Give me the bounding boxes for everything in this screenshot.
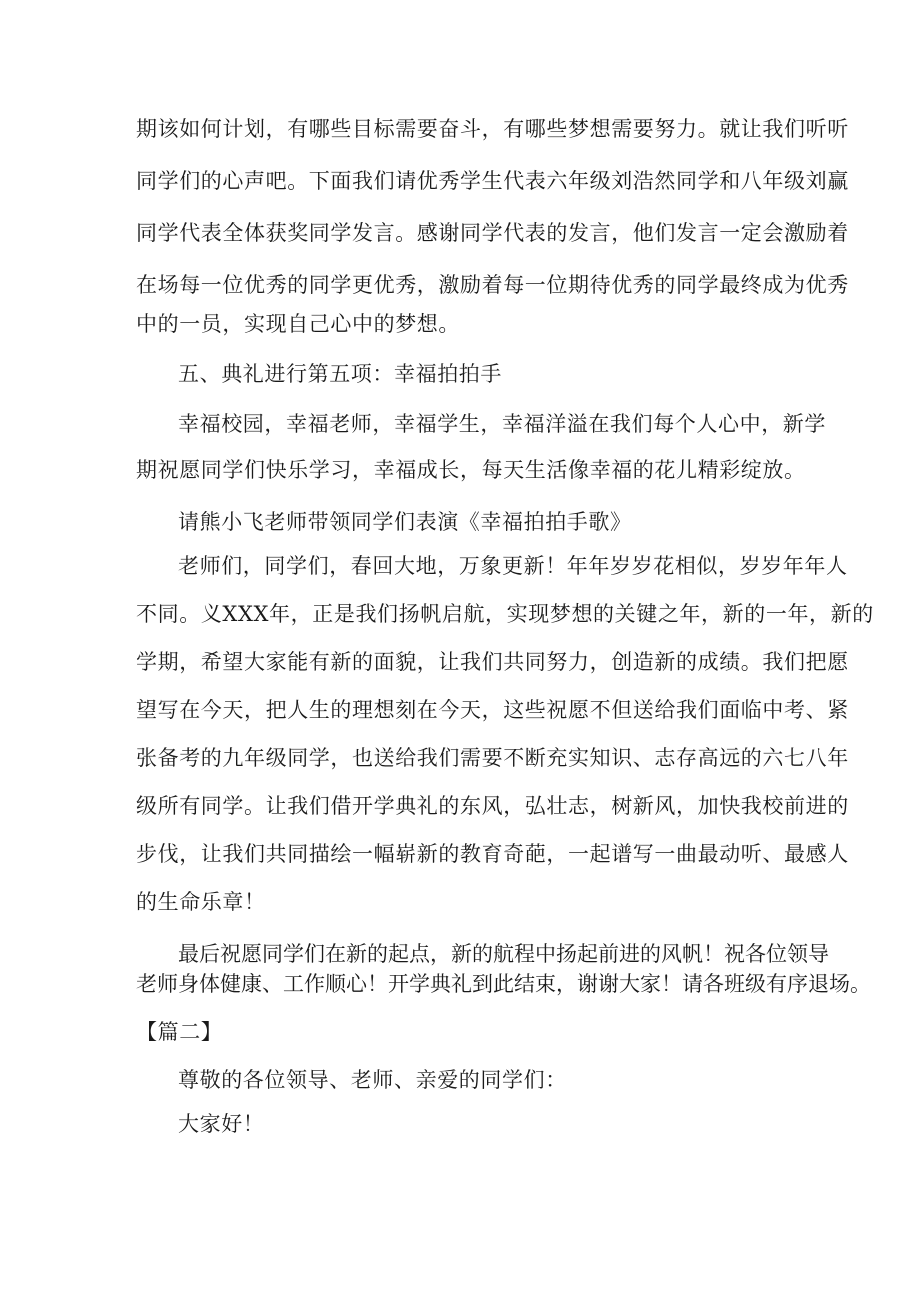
text-line-2: 同学们的心声吧。下面我们请优秀学生代表六年级刘浩然同学和八年级刘赢 — [136, 169, 849, 193]
performance-line: 请熊小飞老师带领同学们表演《幸福拍拍手歌》 — [178, 510, 632, 534]
text-line-11: 不同。义XXX年，正是我们扬帆启航，实现梦想的关键之年，新的一年，新的 — [136, 602, 874, 626]
text-line-8: 期祝愿同学们快乐学习，幸福成长，每天生活像幸福的花儿精彩绽放。 — [136, 458, 806, 482]
text-line-1: 期该如何计划，有哪些目标需要奋斗，有哪些梦想需要努力。就让我们听听 — [136, 117, 849, 141]
text-line-3: 同学代表全体获奖同学发言。感谢同学代表的发言，他们发言一定会激励着 — [136, 221, 849, 245]
text-line-7: 幸福校园，幸福老师，幸福学生，幸福洋溢在我们每个人心中，新学 — [178, 412, 826, 436]
greeting-line: 大家好！ — [178, 1112, 265, 1136]
text-line-5: 中的一员，实现自己心中的梦想。 — [136, 312, 460, 336]
text-line-13: 望写在今天，把人生的理想刻在今天，这些祝愿不但送给我们面临中考、紧 — [136, 698, 849, 722]
text-line-17: 的生命乐章！ — [136, 890, 266, 914]
text-line-14: 张备考的九年级同学，也送给我们需要不断充实知识、志存高远的六七八年 — [136, 746, 849, 770]
text-line-19: 老师身体健康、工作顺心！开学典礼到此结束，谢谢大家！请各班级有序退场。 — [136, 972, 871, 996]
text-line-4: 在场每一位优秀的同学更优秀，激励着每一位期待优秀的同学最终成为优秀 — [136, 273, 849, 297]
text-line-10: 老师们，同学们，春回大地，万象更新！年年岁岁花相似，岁岁年年人 — [178, 554, 848, 578]
text-line-15: 级所有同学。让我们借开学典礼的东风，弘壮志，树新风，加快我校前进的 — [136, 794, 849, 818]
salutation-line: 尊敬的各位领导、老师、亲爱的同学们： — [178, 1068, 567, 1092]
text-line-18: 最后祝愿同学们在新的起点，新的航程中扬起前进的风帆！祝各位领导 — [178, 942, 829, 966]
text-line-16: 步伐，让我们共同描绘一幅崭新的教育奇葩，一起谱写一曲最动听、最感人 — [136, 842, 849, 866]
section-heading-5: 五、典礼进行第五项：幸福拍拍手 — [178, 362, 502, 386]
text-line-12: 学期，希望大家能有新的面貌，让我们共同努力，创造新的成绩。我们把愿 — [136, 650, 849, 674]
section-label-part-two: 【篇二】 — [136, 1020, 223, 1044]
